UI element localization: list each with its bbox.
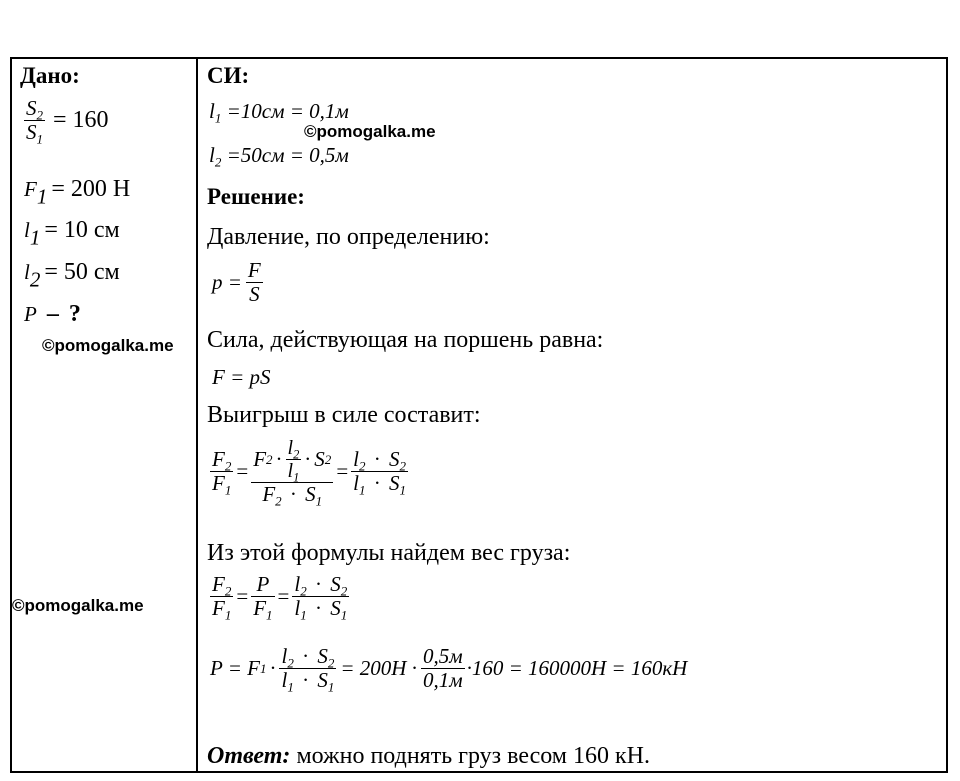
column-divider (196, 59, 198, 771)
watermark: ©pomogalka.me (12, 596, 144, 615)
given-l1: $l_1 = 10$ см (24, 217, 120, 250)
text-find-weight: Из этой формулы найдем вес груза: (207, 540, 571, 566)
given-l1-value: = 10 см (44, 217, 120, 243)
text-pressure-definition: Давление, по определению: (207, 224, 490, 250)
text-force: Сила, действующая на поршень равна: (207, 327, 604, 353)
solution-title: Решение: (207, 184, 305, 209)
formula-pressure: p = $\frac{F}{S}$ (212, 258, 261, 307)
solution-sheet (10, 57, 948, 773)
ratio-fraction: $\frac{S_2}{S_1}$ (26, 96, 44, 147)
text-gain: Выигрыш в силе составит: (207, 402, 481, 428)
ratio-value: = 160 (53, 107, 109, 134)
si-line-2: $l_2 =50см = 0,5м$ (209, 143, 349, 170)
answer-label: Ответ: (207, 743, 291, 769)
watermark: ©pomogalka.me (304, 122, 436, 141)
given-f1-value: = 200 Н (51, 176, 131, 202)
given-f1: $F_1 = 200$ Н (24, 176, 131, 209)
formula-gain: $\frac{F_2}{F_1}$ = F 2 · $\frac{l_2}{l_1}$ · S 2 $F_2 \cdot S_1$ = $\frac{l_2 \cdot S_2}{l_1 \cdot S_1}$ (212, 437, 407, 509)
given-ratio (24, 96, 109, 147)
given-l2: $l_2 = 50$ см (24, 259, 120, 292)
watermark: ©pomogalka.me (42, 336, 174, 355)
si-title: СИ: (207, 63, 250, 88)
formula-calculation: P = F 1 · $\frac{l_2 \cdot S_2}{l_1 \cdot S_1}$ = 200H · $\frac{0,5м}{0,1м}$ ·160 = 160000H = 160кН (210, 644, 688, 695)
given-title: Дано: (20, 63, 80, 88)
given-l2-value: = 50 см (44, 259, 120, 285)
formula-force: F = pS (212, 365, 271, 389)
given-unknown: P – ? (24, 301, 81, 327)
answer-text: можно поднять груз весом 160 кН. (296, 743, 650, 769)
formula-weight: $\frac{F_2}{F_1}$ = $\frac{P}{F_1}$ = $\frac{l_2 \cdot S_2}{l_1 \cdot S_1}$ (212, 572, 348, 623)
si-line-1: $l_1 =10см = 0,1м$ (209, 99, 349, 126)
answer (207, 743, 650, 770)
